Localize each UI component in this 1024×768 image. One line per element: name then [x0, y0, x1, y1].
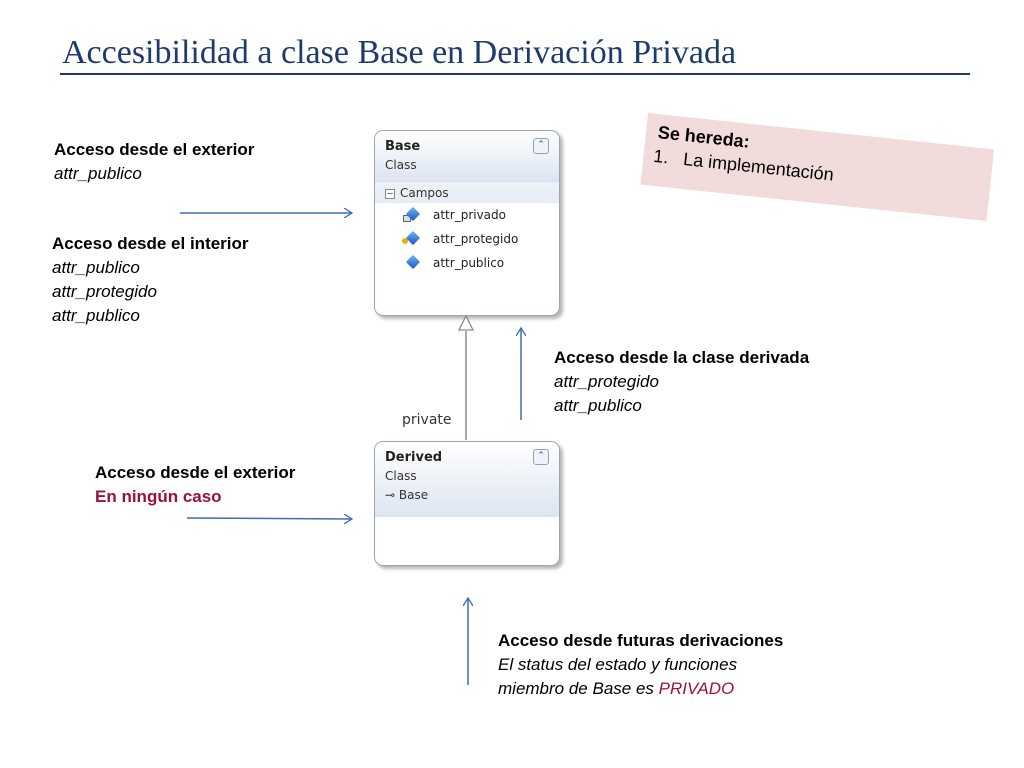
slide-title: Accesibilidad a clase Base en Derivación Privada: [62, 34, 737, 71]
field-name: attr_protegido: [433, 232, 519, 246]
note-item-number: 1.: [652, 145, 670, 168]
inheritance-triangle-icon: [459, 316, 473, 330]
field-name: attr_privado: [433, 208, 506, 222]
access-exterior-base-line: attr_publico: [54, 164, 142, 183]
note-heading: Se hereda:: [657, 122, 751, 152]
derived-class-kind: Class: [385, 469, 417, 483]
private-emphasis: PRIVADO: [658, 679, 735, 698]
inherits-icon: ⊸: [385, 488, 399, 502]
inherits-base-name: Base: [398, 488, 429, 502]
derived-class-name: Derived: [385, 450, 443, 465]
note-item-text: La implementación: [682, 149, 835, 185]
access-exterior-derived-line: En ningún caso: [95, 487, 222, 506]
access-derived-class-heading: Acceso desde la clase derivada: [554, 348, 810, 367]
access-future-line: El status del estado y funciones: [498, 655, 738, 674]
access-future-line-prefix: miembro de Base es: [498, 679, 659, 698]
collapse-icon[interactable]: ⌃: [533, 449, 549, 465]
access-exterior-base-heading: Acceso desde el exterior: [54, 140, 255, 159]
base-class-kind: Class: [385, 158, 417, 172]
base-class-name: Base: [385, 139, 421, 154]
fields-section-label: Campos: [400, 186, 449, 200]
access-interior-heading: Acceso desde el interior: [52, 234, 249, 253]
access-interior-line: attr_publico: [52, 306, 140, 325]
collapse-section-icon[interactable]: −: [386, 188, 394, 198]
access-derived-class-line: attr_protegido: [554, 372, 659, 391]
collapse-icon[interactable]: ⌃: [533, 138, 549, 154]
access-interior-line: attr_publico: [52, 258, 140, 277]
access-exterior-derived-heading: Acceso desde el exterior: [95, 463, 296, 482]
access-interior-line: attr_protegido: [52, 282, 157, 301]
access-future-heading: Acceso desde futuras derivaciones: [498, 631, 784, 650]
inheritance-label: private: [402, 412, 452, 428]
arrow-exterior-to-derived: [187, 518, 352, 519]
access-derived-class-line: attr_publico: [554, 396, 642, 415]
field-name: attr_publico: [433, 256, 505, 270]
